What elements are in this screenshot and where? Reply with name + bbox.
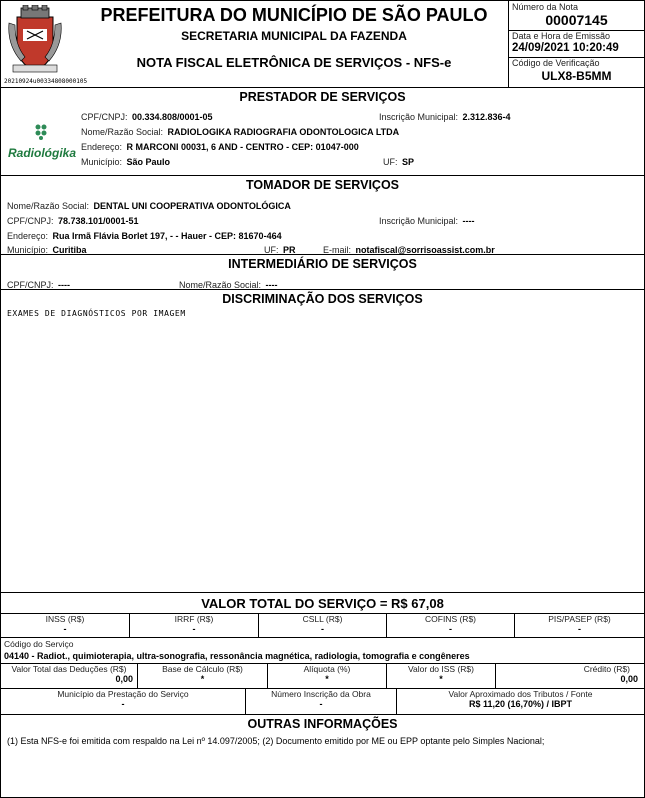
tomador-cnpj-label: CPF/CNPJ: (7, 216, 54, 226)
coat-of-arms-icon (7, 5, 63, 75)
valor-total: VALOR TOTAL DO SERVIÇO = R$ 67,08 (201, 596, 444, 611)
prestador-uf: SP (401, 157, 414, 167)
intermediario-nome: ---- (265, 280, 278, 290)
header-subtitle: SECRETARIA MUNICIPAL DA FAZENDA (181, 29, 407, 43)
data-emissao: 24/09/2021 10:20:49 (512, 42, 619, 54)
discriminacao-text: EXAMES DE DIAGNÓSTICOS POR IMAGEM (7, 309, 186, 318)
barcode-text: 20210924u00334808000105 (4, 78, 88, 85)
header-title: PREFEITURA DO MUNICÍPIO DE SÃO PAULO (100, 5, 488, 25)
codigo-servico-label: Código do Serviço (4, 639, 74, 649)
prestador-municipio: São Paulo (126, 157, 170, 167)
prestador-section-title: PRESTADOR DE SERVIÇOS (239, 90, 406, 104)
valor-iss: Valor do ISS (R$) * (408, 664, 474, 684)
base-calculo: Base de Cálculo (R$) * (162, 664, 243, 684)
intermediario-nome-label: Nome/Razão Social: (179, 280, 262, 290)
valor-aproximado-tributos: Valor Aproximado dos Tributos / Fonte R$ 11,20 (16,70%) / IBPT (448, 689, 593, 709)
tomador-endereco: Rua Irmã Flávia Borlet 197, - - Hauer - CEP: 81670-464 (52, 231, 282, 241)
prestador-municipio-label: Município: (81, 157, 123, 167)
tomador-municipio-label: Município: (7, 245, 49, 255)
valor-deducoes: Valor Total das Deduções (R$) 0,00 (11, 664, 133, 684)
tomador-cnpj: 78.738.101/0001-51 (57, 216, 139, 226)
tomador-email-label: E-mail: (323, 245, 352, 255)
tomador-email: notafiscal@sorrisoassist.com.br (355, 245, 495, 255)
tomador-uf-label: UF: (264, 245, 279, 255)
numero-nota: 00007145 (545, 12, 608, 28)
prestador-im-label: Inscrição Municipal: (379, 112, 459, 122)
tributo-cofins: COFINS (R$) - (425, 614, 476, 634)
tooth-icon (7, 121, 77, 141)
tributo-csll: CSLL (R$) - (302, 614, 343, 634)
tomador-im: ---- (462, 216, 475, 226)
tomador-section-title: TOMADOR DE SERVIÇOS (245, 178, 400, 192)
tomador-municipio: Curitiba (52, 245, 87, 255)
tributo-irrf: IRRF (R$) - (174, 614, 214, 634)
numero-label: Número da Nota (512, 2, 579, 12)
codigo-verificacao: ULX8-B5MM (541, 69, 612, 83)
tomador-endereco-label: Endereço: (7, 231, 49, 241)
prestador-cnpj-label: CPF/CNPJ: (81, 112, 128, 122)
prestador-uf-label: UF: (383, 157, 398, 167)
inscricao-obra: Número Inscrição da Obra - (271, 689, 371, 709)
credito: Crédito (R$) 0,00 (583, 664, 638, 684)
prestador-nome: RADIOLOGIKA RADIOGRAFIA ODONTOLOGICA LTDA (167, 127, 400, 137)
tomador-nome: DENTAL UNI COOPERATIVA ODONTOLÓGICA (93, 201, 291, 211)
prestador-cnpj: 00.334.808/0001-05 (131, 112, 213, 122)
header-doc-title: NOTA FISCAL ELETRÔNICA DE SERVIÇOS - NFS-e (136, 55, 452, 70)
prestador-endereco: R MARCONI 00031, 6 AND - CENTRO - CEP: 01047-000 (126, 142, 359, 152)
tributo-pis-pasep: PIS/PASEP (R$) - (548, 614, 611, 634)
verificacao-label: Código de Verificação (512, 58, 600, 68)
aliquota: Alíquota (%) * (303, 664, 351, 684)
outras-section-title: OUTRAS INFORMAÇÕES (247, 717, 398, 731)
municipio-prestacao: Município da Prestação do Serviço - (57, 689, 189, 709)
intermediario-section-title: INTERMEDIÁRIO DE SERVIÇOS (228, 257, 417, 271)
prestador-endereco-label: Endereço: (81, 142, 123, 152)
intermediario-cnpj: ---- (57, 280, 70, 290)
outras-text: (1) Esta NFS-e foi emitida com respaldo na Lei nº 14.097/2005; (2) Documento emitido por ME ou EPP optante pelo Simples Nacional; (7, 736, 545, 746)
logo-text: Radiológika (7, 146, 76, 160)
codigo-servico: 04140 - Radiot., quimioterapia, ultra-sonografia, ressonância magnética, radiologia, tomografia e congêneres (4, 651, 470, 661)
discriminacao-section-title: DISCRIMINAÇÃO DOS SERVIÇOS (222, 292, 423, 306)
prestador-logo (7, 121, 77, 161)
intermediario-cnpj-label: CPF/CNPJ: (7, 280, 54, 290)
tomador-uf: PR (282, 245, 296, 255)
prestador-im: 2.312.836-4 (462, 112, 511, 122)
prestador-nome-label: Nome/Razão Social: (81, 127, 164, 137)
tomador-nome-label: Nome/Razão Social: (7, 201, 90, 211)
tomador-im-label: Inscrição Municipal: (379, 216, 459, 226)
tributo-inss: INSS (R$) - (45, 614, 85, 634)
emissao-label: Data e Hora de Emissão (512, 31, 611, 41)
